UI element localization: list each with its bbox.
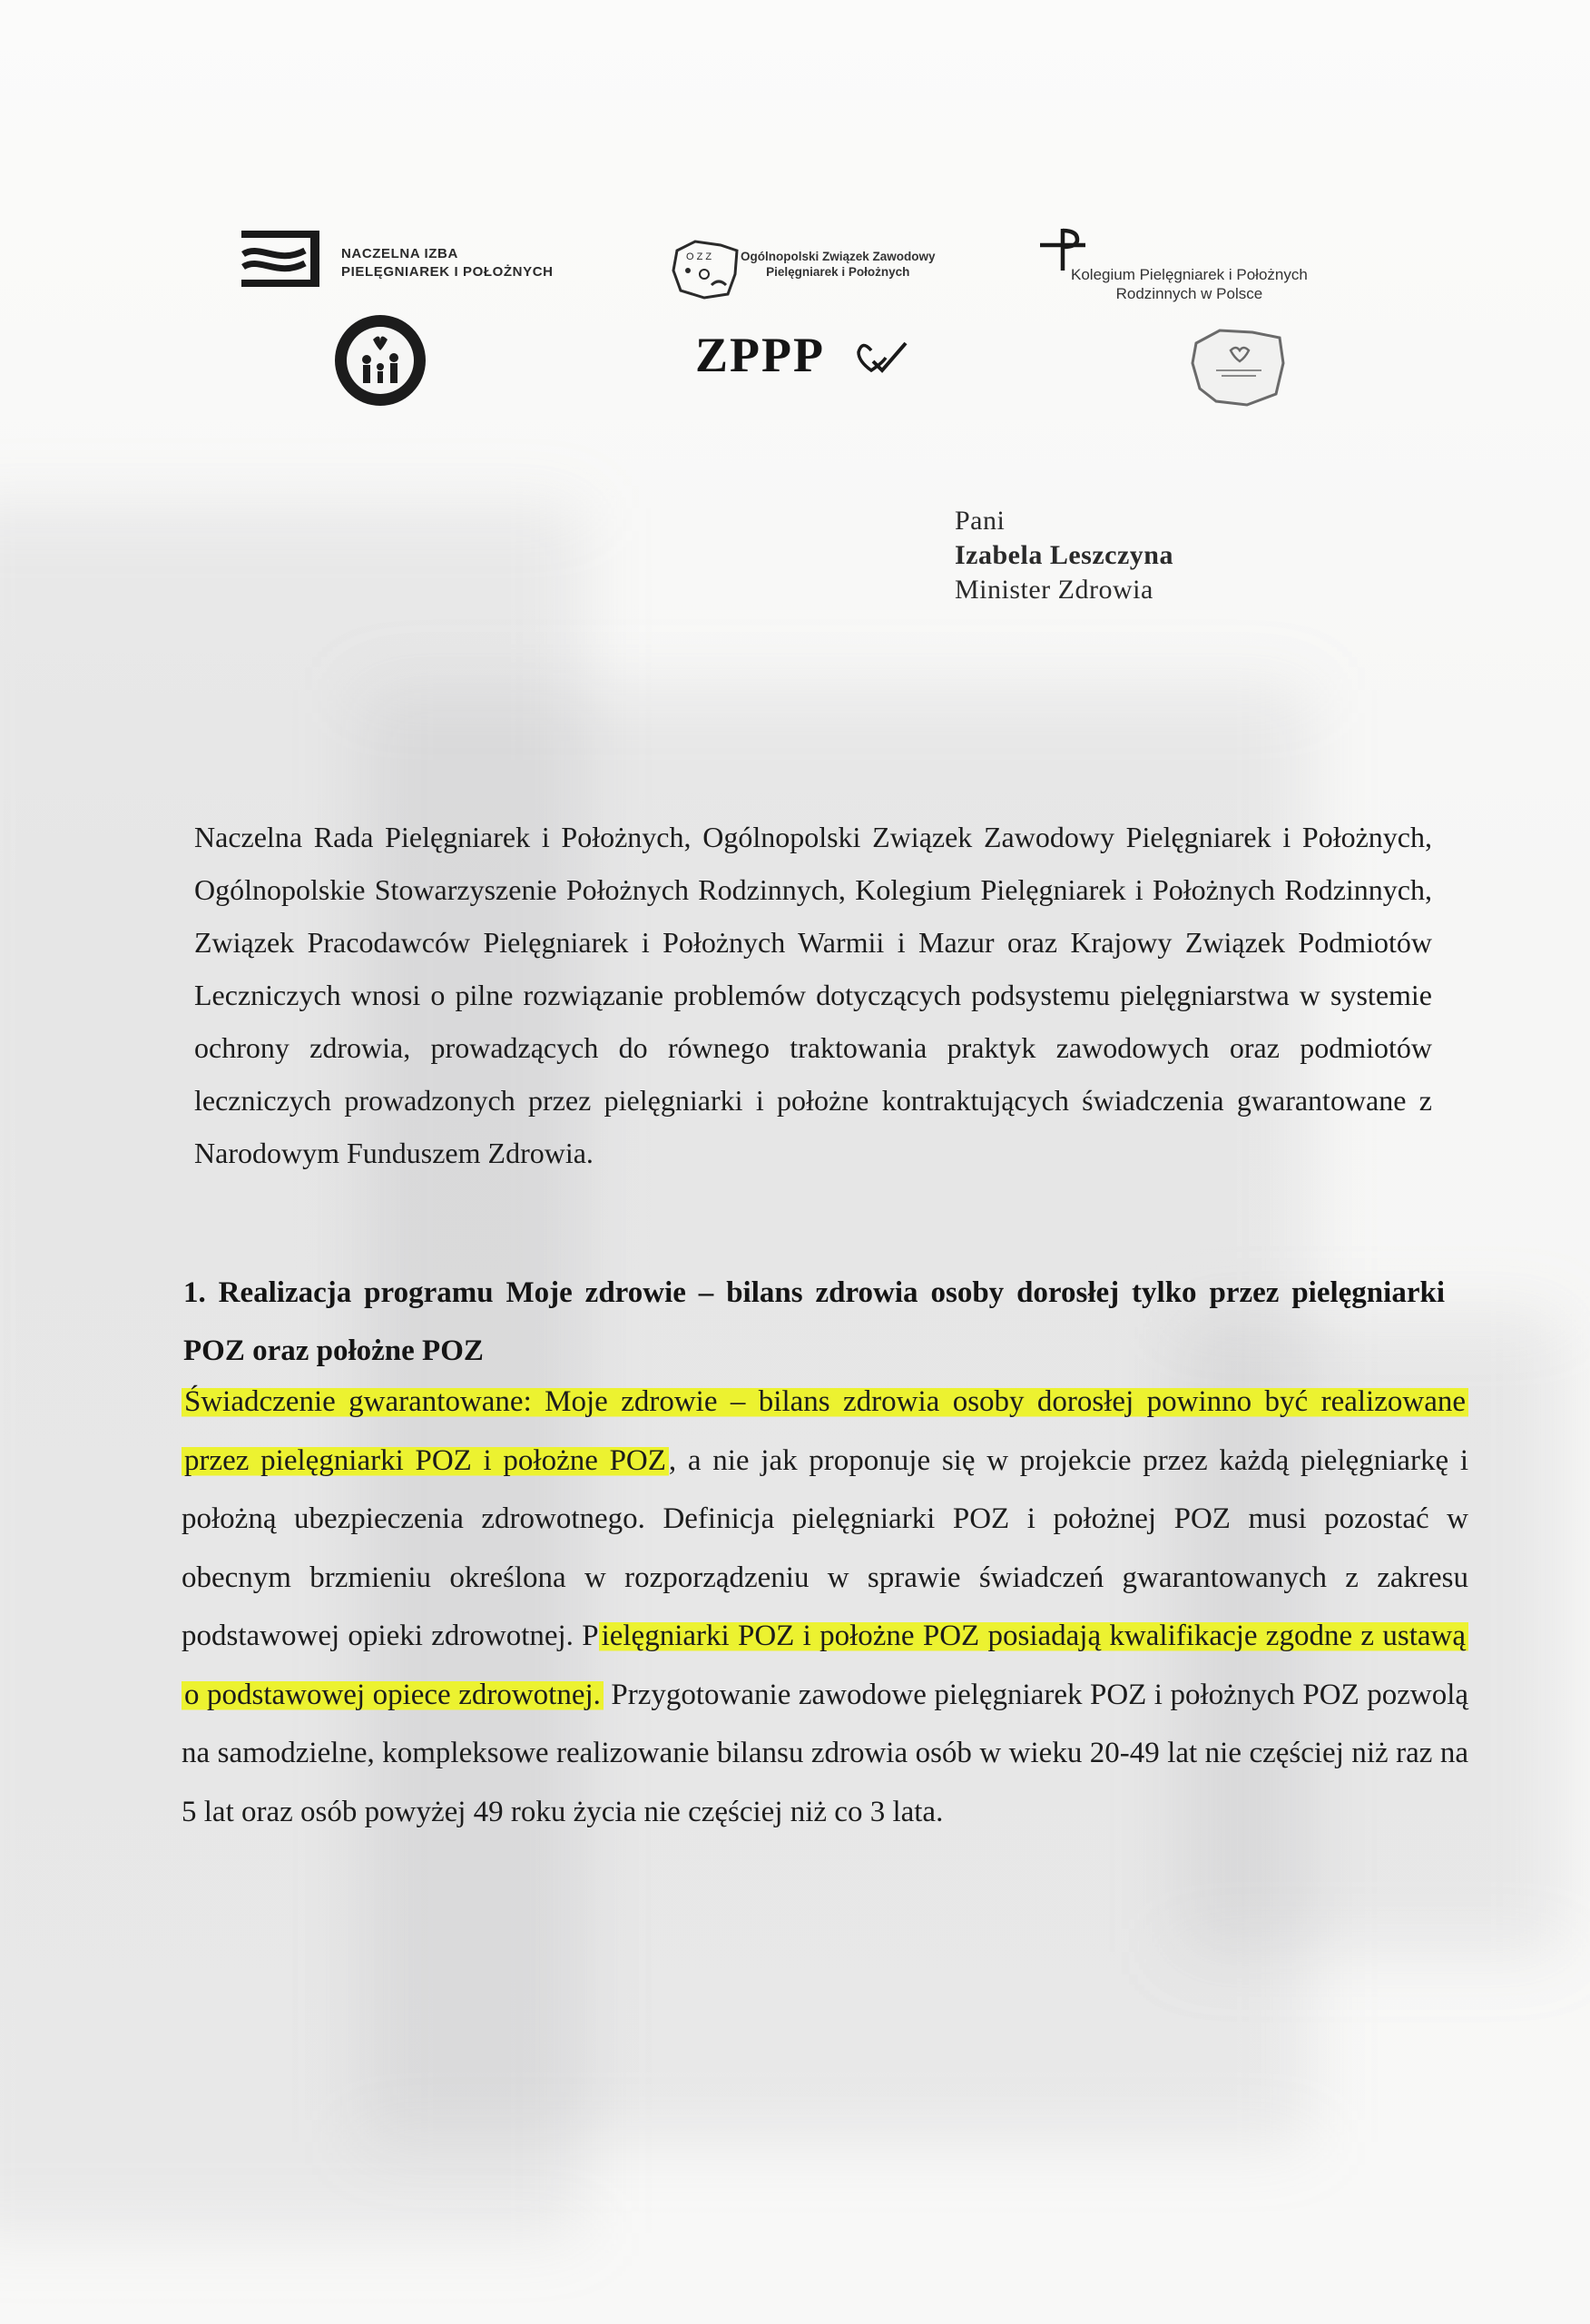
ozzpip-logo: [668, 238, 742, 306]
svg-text:O Z Z: O Z Z: [686, 251, 712, 262]
recipient-name: Izabela Leszczyna: [955, 540, 1173, 570]
recipient-salutation: Pani: [955, 506, 1006, 536]
ozzpip-name-line1: Ogólnopolski Związek Zawodowy: [741, 250, 936, 263]
nipip-logo: [241, 231, 319, 291]
paragraph-text: Przygotowanie zawodowe pielęgniarek POZ i położnych POZ pozwolą na samodzielne, kompleksowe realizowanie bilansu zdrowia osób w wieku 20-49 lat nie częściej niż raz na 5 lat oraz osób powyżej 49 roku życia nie częściej niż co 3 lata.: [182, 1678, 1469, 1828]
kolegium-name: [1071, 265, 1308, 303]
ozzpip-name-line2: Pielęgniarek i Położnych: [766, 265, 910, 279]
section-1-paragraph: [182, 1373, 1468, 1841]
zppwm-map-logo: [1189, 323, 1291, 415]
ospr-seal-logo: [332, 312, 428, 413]
poland-map-icon: [668, 238, 742, 301]
highlighted-text: Świadczenie gwarantowane: Moje zdrowie – bilans zdrowia osoby dorosłej powinno być realizowane przez pielęgniarki POZ i położne POZ: [182, 1385, 1468, 1477]
recipient-title: Minister Zdrowia: [955, 575, 1153, 605]
highlighted-text: ielęgniarki POZ i położne POZ posiadają kwalifikacje zgodne z ustawą o podstawowej opiece zdrowotnej.: [182, 1620, 1468, 1711]
zppp-logo-mark: [857, 338, 909, 382]
poland-outline-icon: [1189, 323, 1291, 410]
kolegium-name-line2: Rodzinnych w Polsce: [1115, 285, 1263, 302]
nipip-name: [341, 245, 554, 281]
nipip-name-line1: NACZELNA IZBA: [341, 246, 458, 261]
zppp-logo-text: ZPPP: [695, 328, 825, 382]
paragraph-text: , a nie jak proponuje się w projekcie przez każdą pielęgniarkę i położną ubezpieczenia zdrowotnego. Definicja pielęgniarki POZ i położnej POZ musi pozostać w obecnym brzmieniu określona w rozporządzeniu w sprawie świadczeń gwarantowanych z zakresu podstawowej opieki zdrowotnej. P: [182, 1443, 1468, 1652]
intro-paragraph: Naczelna Rada Pielęgniarek i Położnych, Ogólnopolski Związek Zawodowy Pielęgniarek i Położnych, Ogólnopolskie Stowarzyszenie Położnych Rodzinnych, Kolegium Pielęgniarek i Położnych Rodzinnych, Związek Pracodawców Pielęgniarek i Położnych Warmii i Mazur oraz Krajowy Związek Podmiotów Leczniczych wnosi o pilne rozwiązanie problemów dotyczących podsystemu pielęgniarstwa w systemie ochrony zdrowia, prowadzących do równego traktowania praktyk zawodowych oraz podmiotów leczniczych prowadzonych przez pielęgniarki i położne kontraktujących świadczenia gwarantowane z Narodowym Funduszem Zdrowia.: [194, 821, 1432, 1169]
ozzpip-name: [741, 249, 936, 280]
family-seal-icon: [332, 312, 428, 409]
recipient-block: [955, 504, 1173, 607]
section-1-heading: 1. Realizacja programu Moje zdrowie – bilans zdrowia osoby dorosłej tylko przez pielęgniarki POZ oraz położne POZ: [183, 1276, 1445, 1367]
heart-check-icon: [857, 338, 909, 378]
nipip-logo-icon: [241, 231, 319, 287]
nipip-name-line2: PIELĘGNIAREK I POŁOŻNYCH: [341, 264, 554, 280]
kolegium-name-line1: Kolegium Pielęgniarek i Położnych: [1071, 266, 1308, 283]
